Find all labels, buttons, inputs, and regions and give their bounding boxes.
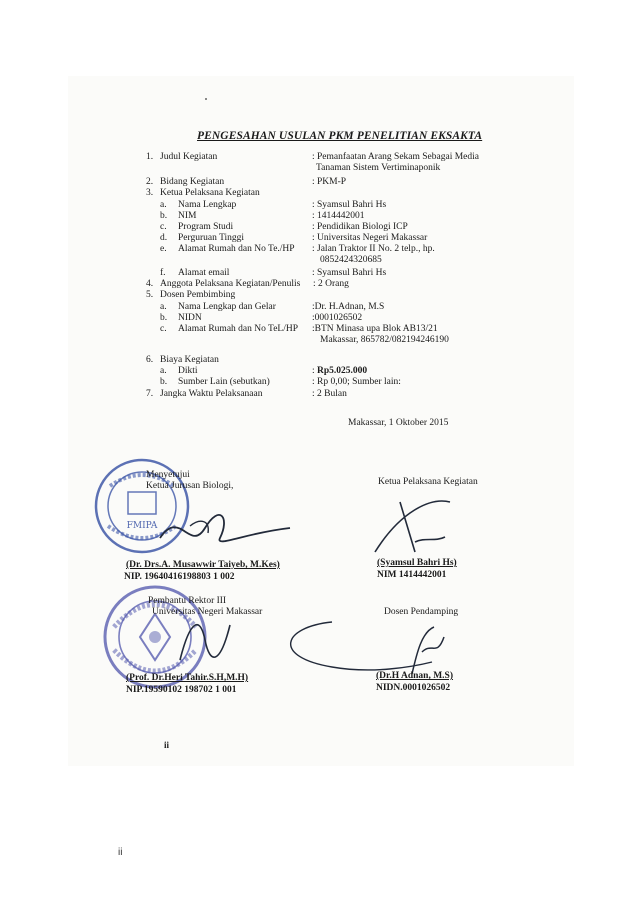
sub-label: Dikti bbox=[178, 366, 198, 376]
sub-label: Alamat email bbox=[178, 268, 230, 278]
sub-label: Alamat Rumah dan No TeL/HP bbox=[178, 324, 299, 334]
sub-value: :Dr. H.Adnan, M.S bbox=[312, 302, 385, 312]
signatory-id: NIP.19590102 198702 1 001 bbox=[126, 685, 237, 695]
item-number: 2. bbox=[146, 177, 154, 187]
sub-letter: b. bbox=[160, 211, 168, 221]
signature-musawwir bbox=[150, 498, 300, 558]
sub-value: : Syamsul Bahri Hs bbox=[312, 268, 387, 278]
item-label: Ketua Pelaksana Kegiatan bbox=[160, 188, 260, 198]
item-number: 4. bbox=[146, 279, 154, 289]
sub-label: Sumber Lain (sebutkan) bbox=[178, 377, 270, 387]
item-label: Biaya Kegiatan bbox=[160, 355, 219, 365]
sub-label: Alamat Rumah dan No Te./HP bbox=[178, 244, 295, 254]
item-label: Judul Kegiatan bbox=[160, 152, 218, 162]
sub-letter: d. bbox=[160, 233, 168, 243]
sub-value: : Jalan Traktor II No. 2 telp., hp. bbox=[312, 244, 435, 254]
item-value-cont: Tanaman Sistem Vertiminaponik bbox=[316, 163, 441, 173]
scanned-page-mark: ii bbox=[164, 740, 170, 750]
sub-letter: a. bbox=[160, 200, 167, 210]
budget-amount: Rp5.025.000 bbox=[317, 366, 368, 376]
sub-label: Perguruan Tinggi bbox=[178, 233, 245, 243]
sub-label: Nama Lengkap bbox=[178, 200, 237, 210]
item-label: Bidang Kegiatan bbox=[160, 177, 225, 187]
sub-value: :BTN Minasa upa Blok AB13/21 bbox=[312, 324, 438, 334]
page-number: ii bbox=[118, 847, 123, 858]
sub-letter: b. bbox=[160, 377, 168, 387]
signatory-name: (Dr.H Adnan, M.S) bbox=[376, 671, 453, 681]
sub-letter: b. bbox=[160, 313, 168, 323]
sub-value bbox=[312, 366, 367, 377]
item-number: 6. bbox=[146, 355, 154, 365]
supervisor-role: Dosen Pendamping bbox=[384, 607, 459, 617]
signatory-id: NIM 1414442001 bbox=[377, 570, 447, 580]
sub-letter: e. bbox=[160, 244, 167, 254]
stamp-label: FMIPA bbox=[126, 521, 158, 531]
item-label: Dosen Pembimbing bbox=[160, 290, 236, 300]
item-label: Anggota Pelaksana Kegiatan/Penulis bbox=[160, 279, 301, 289]
document-title: PENGESAHAN USULAN PKM PENELITIAN EKSAKTA bbox=[197, 130, 483, 142]
sub-label: NIDN bbox=[178, 313, 202, 323]
sub-letter: a. bbox=[160, 366, 167, 376]
item-label: Jangka Waktu Pelaksanaan bbox=[160, 389, 263, 399]
scan-speck bbox=[205, 98, 207, 100]
signatory-name: (Dr. Drs.A. Musawwir Taiyeb, M.Kes) bbox=[126, 560, 280, 570]
sub-value: : Syamsul Bahri Hs bbox=[312, 200, 387, 210]
item-value: : Pemanfaatan Arang Sekam Sebagai Media bbox=[312, 152, 479, 162]
sub-value-cont: Makassar, 865782/082194246190 bbox=[320, 335, 449, 345]
item-value: : 2 Bulan bbox=[312, 389, 347, 399]
item-number: 1. bbox=[146, 152, 154, 162]
item-number: 7. bbox=[146, 389, 154, 399]
sub-letter: f. bbox=[160, 268, 166, 278]
sub-value: : Rp 0,00; Sumber lain: bbox=[312, 377, 401, 387]
sub-value: : Universitas Negeri Makassar bbox=[312, 233, 428, 243]
approver-role: Pembantu Rektor III bbox=[148, 596, 227, 606]
signatory-id: NIDN.0001026502 bbox=[376, 683, 451, 693]
sub-value: :0001026502 bbox=[312, 313, 363, 323]
leader-role: Ketua Pelaksana Kegiatan bbox=[378, 477, 478, 487]
value-prefix: : bbox=[312, 366, 318, 376]
sub-letter: a. bbox=[160, 302, 167, 312]
signatory-id: NIP. 19640416198803 1 002 bbox=[124, 572, 235, 582]
place-date: Makassar, 1 Oktober 2015 bbox=[348, 418, 449, 428]
signature-heri bbox=[170, 610, 240, 670]
sub-label: Nama Lengkap dan Gelar bbox=[178, 302, 276, 312]
item-value: : PKM-P bbox=[312, 177, 347, 187]
signatory-name: (Prof. Dr.Heri Tahir.S.H,M.H) bbox=[126, 673, 249, 683]
signatory-name: (Syamsul Bahri Hs) bbox=[377, 558, 457, 568]
sub-label: Program Studi bbox=[178, 222, 234, 232]
item-value: : 2 Orang bbox=[313, 279, 349, 289]
sub-label: NIM bbox=[178, 211, 197, 221]
sub-value: : 1414442001 bbox=[312, 211, 365, 221]
sub-value-cont: 0852424320685 bbox=[320, 255, 382, 265]
item-number: 5. bbox=[146, 290, 154, 300]
approval-label: Menyetujui bbox=[146, 470, 190, 480]
sub-letter: c. bbox=[160, 222, 167, 232]
signature-syamsul bbox=[360, 492, 460, 562]
approver-role: Ketua Jurusan Biologi, bbox=[146, 481, 234, 491]
sub-value: : Pendidikan Biologi ICP bbox=[312, 222, 408, 232]
item-number: 3. bbox=[146, 188, 154, 198]
approver-institution: Universitas Negeri Makassar bbox=[152, 607, 263, 617]
sub-letter: c. bbox=[160, 324, 167, 334]
